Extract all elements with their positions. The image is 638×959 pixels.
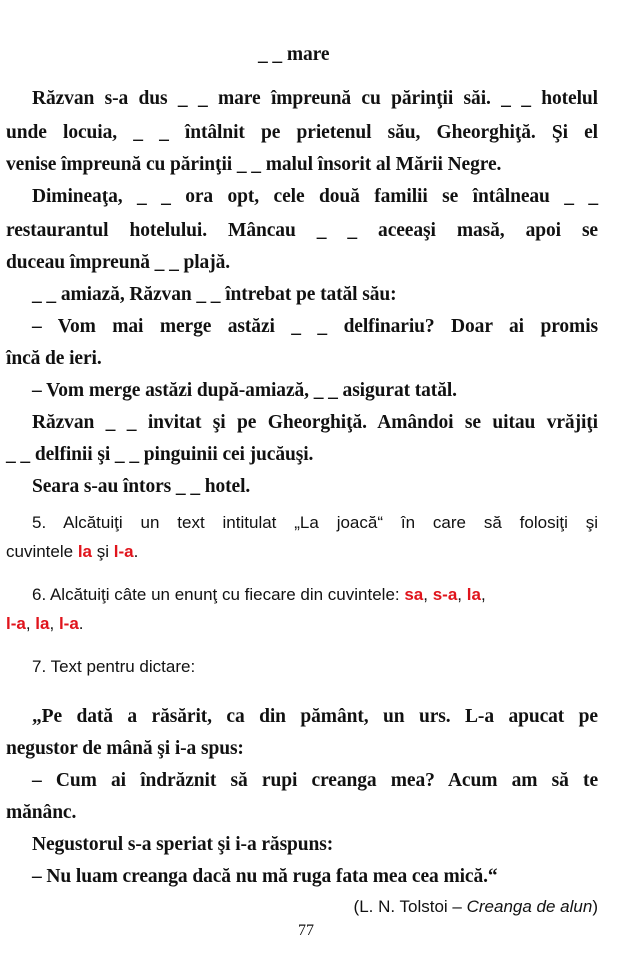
- dictation-line: – Nu luam creanga dacă nu mă ruga fata mea cea mică.“: [32, 866, 498, 887]
- text-line: _ _ delfinii şi _ _ pinguinii cei jucăuşi.: [6, 444, 314, 465]
- source-author: (L. N. Tolstoi –: [353, 897, 467, 916]
- text-fragment: ,: [457, 585, 467, 604]
- source-work: Creanga de alun: [466, 897, 593, 916]
- highlighted-word: la: [35, 614, 50, 633]
- text-line: restaurantul hotelului. Mâncau _ _ aceeaşi masă, apoi se: [6, 220, 598, 241]
- source-citation: [354, 892, 598, 921]
- text-fragment: ,: [25, 614, 36, 633]
- exercise-6-line: [32, 580, 486, 609]
- highlighted-word: s-a: [432, 585, 458, 604]
- text-fragment: ,: [480, 585, 486, 604]
- highlighted-word: l-a: [58, 614, 79, 633]
- page-number: 77: [298, 922, 314, 939]
- dictation-line: negustor de mână şi i-a spus:: [6, 738, 244, 759]
- dictation-line: – Cum ai îndrăznit să rupi creanga mea? Acum am să te: [32, 770, 598, 791]
- highlighted-word: l-a: [113, 542, 134, 561]
- text-fragment: .: [133, 542, 139, 561]
- exercise-7-title: 7. Text pentru dictare:: [32, 657, 196, 676]
- text-line: – Vom merge astăzi după-amiază, _ _ asigurat tatăl.: [32, 380, 457, 401]
- exercise-5-line: [6, 537, 138, 566]
- text-line: venise împreună cu părinţii _ _ malul însorit al Mării Negre.: [6, 154, 502, 175]
- text-line: Răzvan s-a dus _ _ mare împreună cu părinţii săi. _ _ hotelul: [32, 88, 598, 109]
- text-line: unde locuia, _ _ întâlnit pe prietenul său, Gheorghiţă. Şi el: [6, 122, 598, 143]
- text-fragment: ): [592, 897, 598, 916]
- dictation-line: „Pe dată a răsărit, ca din pământ, un urs. L-a apucat pe: [32, 706, 598, 727]
- text-line: duceau împreună _ _ plajă.: [6, 252, 231, 273]
- text-fragment: şi: [92, 542, 114, 561]
- exercise-6-line: [6, 609, 84, 638]
- text-line: încă de ieri.: [6, 348, 102, 369]
- text-line: _ _ amiază, Răzvan _ _ întrebat pe tatăl său:: [32, 284, 397, 305]
- text-line: – Vom mai merge astăzi _ _ delfinariu? Doar ai promis: [32, 316, 598, 337]
- dictation-line: Negustorul s-a speriat şi i-a răspuns:: [32, 834, 334, 855]
- text-fragment: .: [78, 614, 84, 633]
- exercise-heading: _ _ mare: [258, 44, 330, 65]
- text-fragment: cuvintele: [6, 542, 78, 561]
- exercise-5-line: 5. Alcătuiţi un text intitulat „La joacă“ în care să folosiţi şi: [32, 513, 598, 532]
- highlighted-word: la: [77, 542, 93, 561]
- text-fragment: ,: [49, 614, 59, 633]
- text-line: Dimineaţa, _ _ ora opt, cele două familii se întâlneau _ _: [32, 186, 598, 207]
- highlighted-word: l-a: [6, 614, 26, 633]
- highlighted-word: sa: [404, 585, 424, 604]
- text-line: Răzvan _ _ invitat şi pe Gheorghiţă. Amândoi se uitau vrăjiţi: [32, 412, 598, 433]
- text-fragment: ,: [423, 585, 433, 604]
- dictation-line: mănânc.: [6, 802, 77, 823]
- highlighted-word: la: [466, 585, 481, 604]
- text-fragment: 6. Alcătuiţi câte un enunţ cu fiecare din cuvintele:: [32, 585, 405, 604]
- text-line: Seara s-au întors _ _ hotel.: [32, 476, 251, 497]
